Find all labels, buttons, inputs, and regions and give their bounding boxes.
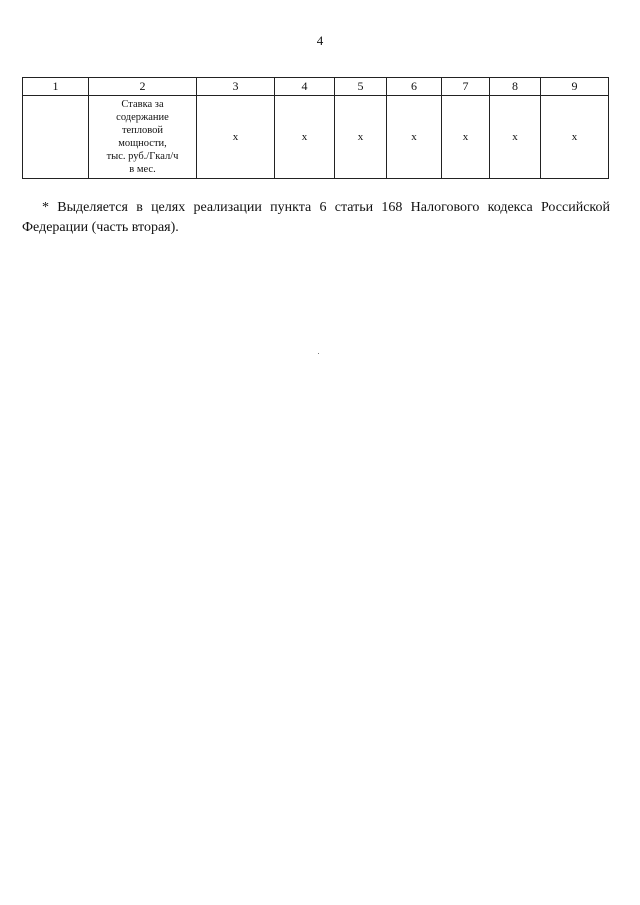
- header-cell-4: 4: [275, 78, 335, 96]
- footnote: * Выделяется в целях реализации пункта 6 статьи 168 Налогового кодекса Российской Федерации (часть вторая).: [22, 200, 610, 235]
- header-cell-2: 2: [89, 78, 197, 96]
- page-number: 4: [316, 33, 324, 48]
- tariff-table: [22, 77, 609, 179]
- row-cell-9: x: [541, 96, 609, 179]
- header-cell-9: 9: [541, 78, 609, 96]
- row-cell-4: x: [275, 96, 335, 179]
- row-cell-1: [23, 96, 89, 179]
- scan-speck: [318, 353, 319, 354]
- header-cell-5: 5: [335, 78, 387, 96]
- table-row: [23, 96, 609, 179]
- header-cell-3: 3: [197, 78, 275, 96]
- row-cell-3: x: [197, 96, 275, 179]
- header-cell-6: 6: [387, 78, 442, 96]
- row-cell-7: x: [442, 96, 490, 179]
- rate-label-cell: Ставка за содержание тепловой мощности, тыс. руб./Гкал/ч в мес.: [89, 96, 197, 179]
- header-cell-1: 1: [23, 78, 89, 96]
- row-cell-6: x: [387, 96, 442, 179]
- header-cell-7: 7: [442, 78, 490, 96]
- row-cell-5: x: [335, 96, 387, 179]
- table-header-row: [23, 78, 609, 96]
- row-cell-8: x: [490, 96, 541, 179]
- header-cell-8: 8: [490, 78, 541, 96]
